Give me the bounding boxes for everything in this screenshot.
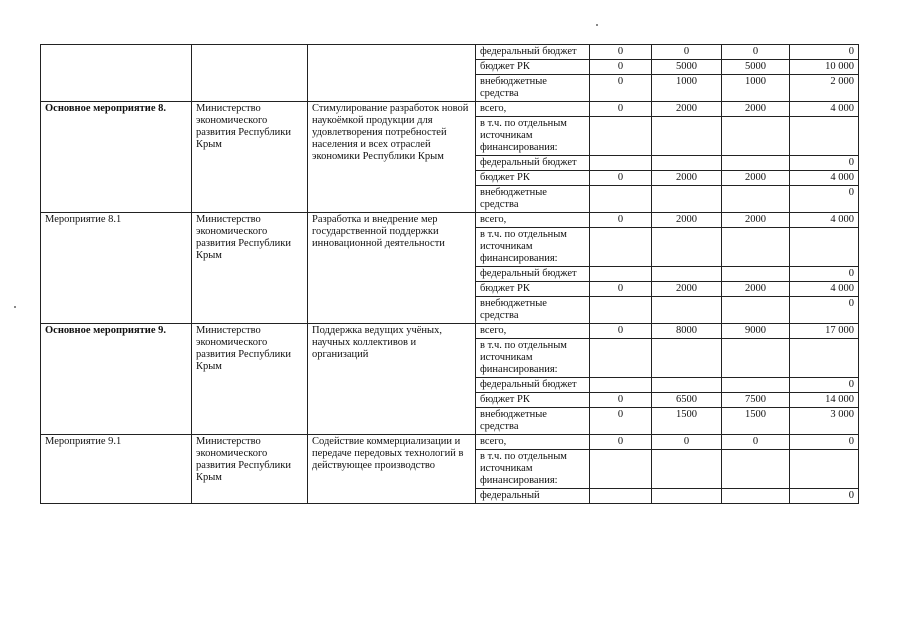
year-value-cell: 5000: [722, 60, 790, 75]
funding-source-cell: федеральный: [476, 489, 590, 504]
funding-source-cell: федеральный бюджет: [476, 156, 590, 171]
table-row: [41, 435, 859, 450]
year-value-cell: [590, 117, 652, 156]
funding-source-cell: в т.ч. по отдельным источникам финансирования:: [476, 339, 590, 378]
year-value-cell: 7500: [722, 393, 790, 408]
funding-source-cell: всего,: [476, 435, 590, 450]
funding-table: [40, 44, 859, 504]
funding-source-cell: внебюджетные средства: [476, 408, 590, 435]
year-value-cell: 1000: [652, 75, 722, 102]
year-value-cell: 0: [652, 435, 722, 450]
event-cell: Мероприятие 9.1: [41, 435, 192, 504]
year-value-cell: 9000: [722, 324, 790, 339]
year-value-cell: 1500: [652, 408, 722, 435]
total-value-cell: 14 000: [790, 393, 859, 408]
funding-source-cell: всего,: [476, 102, 590, 117]
funding-source-cell: всего,: [476, 324, 590, 339]
year-value-cell: [590, 489, 652, 504]
year-value-cell: [652, 117, 722, 156]
description-cell: Поддержка ведущих учёных, научных коллективов и организаций: [308, 324, 476, 435]
table-row: [41, 102, 859, 117]
total-value-cell: 0: [790, 267, 859, 282]
year-value-cell: 0: [590, 408, 652, 435]
total-value-cell: 4 000: [790, 282, 859, 297]
year-value-cell: 0: [590, 282, 652, 297]
funding-source-cell: бюджет РК: [476, 393, 590, 408]
year-value-cell: [722, 117, 790, 156]
total-value-cell: 0: [790, 45, 859, 60]
year-value-cell: [652, 267, 722, 282]
year-value-cell: 0: [590, 60, 652, 75]
year-value-cell: [590, 450, 652, 489]
total-value-cell: [790, 117, 859, 156]
year-value-cell: 8000: [652, 324, 722, 339]
funding-source-cell: внебюджетные средства: [476, 186, 590, 213]
year-value-cell: [652, 339, 722, 378]
funding-source-cell: всего,: [476, 213, 590, 228]
total-value-cell: 0: [790, 489, 859, 504]
funding-source-cell: федеральный бюджет: [476, 267, 590, 282]
total-value-cell: [790, 450, 859, 489]
year-value-cell: [722, 267, 790, 282]
total-value-cell: 0: [790, 156, 859, 171]
year-value-cell: [590, 378, 652, 393]
year-value-cell: 0: [652, 45, 722, 60]
total-value-cell: 0: [790, 186, 859, 213]
year-value-cell: [590, 339, 652, 378]
year-value-cell: [722, 297, 790, 324]
funding-source-cell: в т.ч. по отдельным источникам финансирования:: [476, 117, 590, 156]
year-value-cell: [722, 339, 790, 378]
year-value-cell: [652, 378, 722, 393]
year-value-cell: 2000: [652, 282, 722, 297]
year-value-cell: 6500: [652, 393, 722, 408]
year-value-cell: 5000: [652, 60, 722, 75]
year-value-cell: 0: [590, 75, 652, 102]
description-cell: [308, 45, 476, 102]
year-value-cell: [652, 228, 722, 267]
year-value-cell: [722, 186, 790, 213]
executor-cell: Министерство экономического развития Республики Крым: [192, 102, 308, 213]
year-value-cell: 0: [722, 435, 790, 450]
event-cell: Основное мероприятие 9.: [41, 324, 192, 435]
year-value-cell: [652, 297, 722, 324]
year-value-cell: 2000: [652, 171, 722, 186]
year-value-cell: 0: [590, 393, 652, 408]
year-value-cell: [722, 156, 790, 171]
year-value-cell: 0: [590, 45, 652, 60]
year-value-cell: [722, 489, 790, 504]
total-value-cell: 0: [790, 378, 859, 393]
funding-source-cell: в т.ч. по отдельным источникам финансирования:: [476, 450, 590, 489]
year-value-cell: 2000: [722, 102, 790, 117]
executor-cell: Министерство экономического развития Республики Крым: [192, 435, 308, 504]
total-value-cell: 4 000: [790, 213, 859, 228]
total-value-cell: 2 000: [790, 75, 859, 102]
year-value-cell: 2000: [722, 171, 790, 186]
year-value-cell: [590, 267, 652, 282]
year-value-cell: 0: [590, 213, 652, 228]
funding-source-cell: федеральный бюджет: [476, 378, 590, 393]
funding-source-cell: бюджет РК: [476, 282, 590, 297]
description-cell: Разработка и внедрение мер государственной поддержки инновационной деятельности: [308, 213, 476, 324]
year-value-cell: 0: [590, 171, 652, 186]
funding-source-cell: федеральный бюджет: [476, 45, 590, 60]
executor-cell: Министерство экономического развития Республики Крым: [192, 213, 308, 324]
year-value-cell: [590, 156, 652, 171]
total-value-cell: 10 000: [790, 60, 859, 75]
total-value-cell: 4 000: [790, 102, 859, 117]
year-value-cell: 0: [590, 324, 652, 339]
event-cell: [41, 45, 192, 102]
year-value-cell: 1000: [722, 75, 790, 102]
year-value-cell: 0: [722, 45, 790, 60]
year-value-cell: 0: [590, 102, 652, 117]
year-value-cell: [652, 156, 722, 171]
funding-source-cell: бюджет РК: [476, 60, 590, 75]
year-value-cell: 2000: [722, 213, 790, 228]
total-value-cell: 4 000: [790, 171, 859, 186]
table-row: [41, 213, 859, 228]
year-value-cell: [590, 186, 652, 213]
total-value-cell: 17 000: [790, 324, 859, 339]
year-value-cell: [722, 378, 790, 393]
year-value-cell: [722, 450, 790, 489]
total-value-cell: 0: [790, 297, 859, 324]
funding-source-cell: в т.ч. по отдельным источникам финансирования:: [476, 228, 590, 267]
funding-source-cell: бюджет РК: [476, 171, 590, 186]
scan-speck: [596, 24, 598, 26]
total-value-cell: 3 000: [790, 408, 859, 435]
table-row: [41, 324, 859, 339]
executor-cell: [192, 45, 308, 102]
funding-source-cell: внебюджетные средства: [476, 297, 590, 324]
year-value-cell: 1500: [722, 408, 790, 435]
year-value-cell: [590, 228, 652, 267]
total-value-cell: 0: [790, 435, 859, 450]
year-value-cell: 2000: [652, 213, 722, 228]
year-value-cell: [652, 186, 722, 213]
total-value-cell: [790, 228, 859, 267]
year-value-cell: 2000: [652, 102, 722, 117]
scan-speck: [14, 306, 16, 308]
year-value-cell: [590, 297, 652, 324]
description-cell: Стимулирование разработок новой наукоёмкой продукции для удовлетворения потребностей населения и всех отраслей экономики Республики Крым: [308, 102, 476, 213]
event-cell: Мероприятие 8.1: [41, 213, 192, 324]
event-cell: Основное мероприятие 8.: [41, 102, 192, 213]
year-value-cell: [652, 450, 722, 489]
year-value-cell: [652, 489, 722, 504]
table-row: [41, 45, 859, 60]
total-value-cell: [790, 339, 859, 378]
year-value-cell: 0: [590, 435, 652, 450]
year-value-cell: [722, 228, 790, 267]
executor-cell: Министерство экономического развития Республики Крым: [192, 324, 308, 435]
funding-source-cell: внебюджетные средства: [476, 75, 590, 102]
description-cell: Содействие коммерциализации и передаче передовых технологий в действующее производство: [308, 435, 476, 504]
year-value-cell: 2000: [722, 282, 790, 297]
